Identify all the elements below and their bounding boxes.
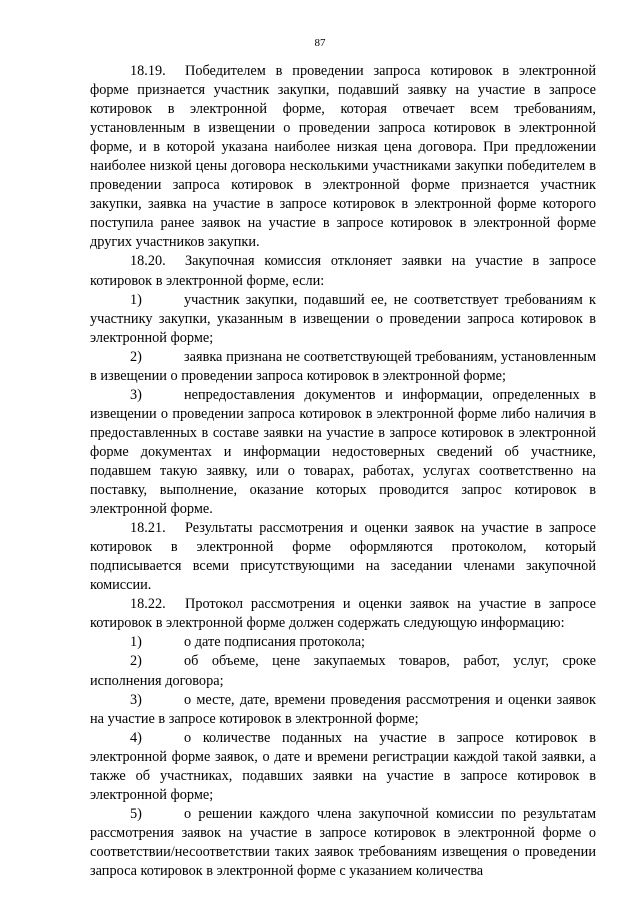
section-text: Победителем в проведении запроса котировок в электронной форме признается участник закупки, подавший заявку на участие в запросе котировок в электронной форме, которая отвечает всем требованиям, установленным в извещении о проведении запроса котировок в электронной форме, и в которой указана наиболее низкая цена договора. При предложении наиболее низкой цены договора несколькими участниками закупки победителем в проведении запроса котировок в электронной форме признается участник закупки, заявка на участие в запросе котировок в электронной форме которого поступила ранее заявок на участие в запросе котировок в электронной форме других участников закупки. bbox=[90, 63, 596, 251]
item-text: о количестве поданных на участие в запросе котировок в электронной форме заявок, о дате и времени регистрации каждой такой заявки, а также об участниках, подавших заявки на участие в запросе котировок в электронной форме; bbox=[90, 729, 596, 803]
item-text: об объеме, цене закупаемых товаров, работ, услуг, сроке исполнения договора; bbox=[90, 653, 596, 689]
list-item bbox=[90, 691, 596, 729]
list-item bbox=[90, 652, 596, 690]
section-number: 18.20. bbox=[130, 253, 166, 270]
item-text: о дате подписания протокола; bbox=[184, 634, 366, 651]
list-item bbox=[90, 348, 596, 386]
list-item bbox=[90, 633, 596, 652]
page-number: 87 bbox=[314, 37, 326, 49]
item-number: 1) bbox=[130, 634, 142, 651]
item-number: 2) bbox=[130, 348, 142, 365]
section-number: 18.19. bbox=[130, 63, 166, 79]
item-number: 5) bbox=[130, 805, 142, 822]
item-text: непредоставления документов и информации, определенных в извещении о проведении запроса котировок в электронной форме либо наличия в предоставленных в составе заявки на участие в запросе котировок в электронной форме документах и информации недостоверных сведений об участнике, подавшем такую заявку, или о товарах, работах, услугах соответственно на поставку, выполнение, оказание которых проводится запрос котировок в электронной форме. bbox=[90, 386, 596, 518]
section-18-21 bbox=[90, 519, 596, 595]
section-text: Протокол рассмотрения и оценки заявок на участие в запросе котировок в электронной форме должен содержать следующую информацию: bbox=[90, 596, 596, 632]
item-number: 4) bbox=[130, 729, 142, 746]
section-18-22 bbox=[90, 595, 596, 633]
list-item bbox=[90, 805, 596, 881]
item-text: о месте, дате, времени проведения рассмотрения и оценки заявок на участие в запросе котировок в электронной форме; bbox=[90, 691, 596, 727]
section-text: Результаты рассмотрения и оценки заявок на участие в запросе котировок в электронной форме оформляются протоколом, который подписывается всеми присутствующими на заседании членами закупочной комиссии. bbox=[90, 520, 596, 594]
section-18-19 bbox=[90, 62, 596, 252]
section-number: 18.22. bbox=[130, 596, 166, 613]
section-18-20 bbox=[90, 252, 596, 290]
item-text: заявка признана не соответствующей требованиям, установленным в извещении о проведении запроса котировок в электронной форме; bbox=[90, 348, 596, 384]
list-item bbox=[90, 291, 596, 348]
item-text: о решении каждого члена закупочной комиссии по результатам рассмотрения заявок на участие в запросе котировок в электронной форме о соответствии/несоответствии таких заявок требованиям извещения о проведении запроса котировок в электронной форме с указанием количества bbox=[90, 805, 596, 879]
item-number: 1) bbox=[130, 291, 142, 308]
section-text: Закупочная комиссия отклоняет заявки на участие в запросе котировок в электронной форме, если: bbox=[90, 253, 596, 289]
list-item bbox=[90, 729, 596, 805]
item-number: 3) bbox=[130, 691, 142, 708]
document-body bbox=[90, 62, 596, 881]
item-number: 3) bbox=[130, 386, 142, 403]
section-number: 18.21. bbox=[130, 520, 166, 537]
list-item bbox=[90, 386, 596, 519]
item-text: участник закупки, подавший ее, не соответствует требованиям к участнику закупки, указанным в извещении о проведении запроса котировок в электронной форме; bbox=[90, 291, 596, 346]
item-number: 2) bbox=[130, 653, 142, 670]
